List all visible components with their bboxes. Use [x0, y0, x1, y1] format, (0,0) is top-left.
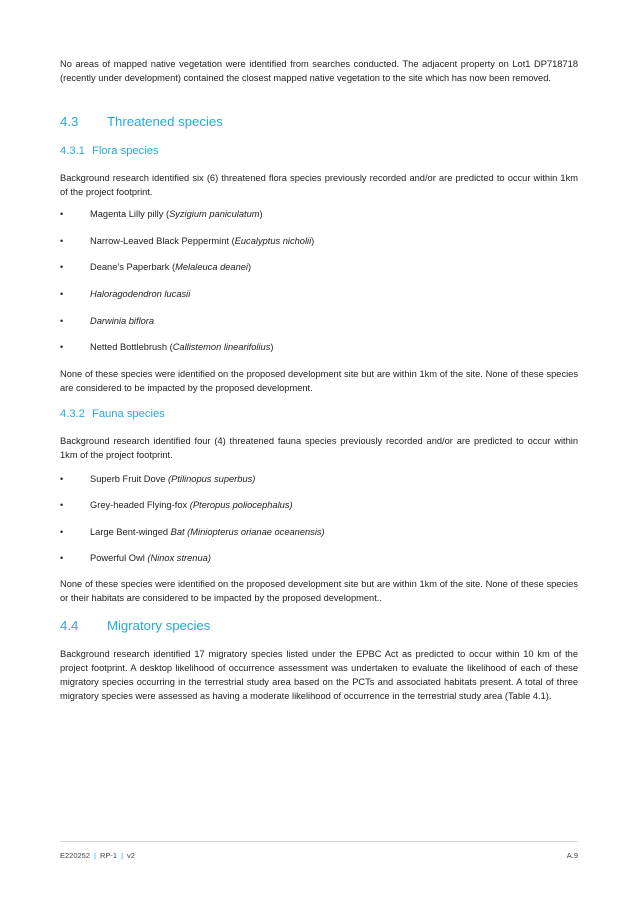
scientific-name: (Ninox strenua) [147, 553, 211, 563]
scientific-name: Callistemon linearifolius [172, 342, 271, 352]
heading-title: Threatened species [107, 114, 223, 129]
bullet-marker: • [60, 316, 64, 326]
heading-title: Fauna species [92, 408, 165, 420]
scientific-name: Darwinia biflora [90, 316, 155, 326]
heading-number: 4.3.1 [60, 145, 85, 157]
fauna-intro-paragraph: Background research identified four (4) threatened fauna species previously recorded and/or are predicted to occur within 1km of the project footprint. [60, 436, 578, 460]
common-name: Netted Bottlebrush ( [90, 342, 173, 352]
heading-number: 4.3 [60, 114, 79, 129]
common-name: Narrow-Leaved Black Peppermint ( [90, 236, 235, 246]
item-tail: ) [270, 342, 274, 352]
scientific-name: Melaleuca deanei [175, 262, 248, 272]
scientific-name: Bat (Miniopterus orianae oceanensis) [170, 527, 325, 537]
item-tail: ) [248, 262, 252, 272]
fauna-outro-paragraph: None of these species were identified on the proposed development site but are within 1km of the site. None of these species or their habitats are considered to be impacted by the proposed development.. [60, 579, 578, 603]
migratory-paragraph: Background research identified 17 migratory species listed under the EPBC Act as predicted to occur within 10 km of the project footprint. A desktop likelihood of occurrence assessment was undertaken to evaluate the likelihood of each of these migratory species occurring in the terrestrial study area based on the PCTs and associated habitats present. A total of three migratory species were assessed as having a moderate likelihood of occurrence in the terrestrial study area (Table 4.1). [60, 649, 578, 701]
page-number: A.9 [566, 851, 578, 860]
heading-number: 4.4 [60, 618, 79, 633]
document-id: E220252 [60, 851, 91, 860]
common-name: Powerful Owl [90, 553, 148, 563]
common-name: Deane’s Paperbark ( [90, 262, 176, 272]
scientific-name: Haloragodendron lucasii [90, 289, 191, 299]
version-label: v2 [127, 851, 135, 860]
scientific-name: (Ptilinopus superbus) [168, 474, 256, 484]
bullet-marker: • [60, 474, 64, 484]
common-name: Grey-headed Flying-fox [90, 500, 190, 510]
scientific-name: Syzigium paniculatum [169, 209, 260, 219]
heading-4-3 [60, 114, 223, 130]
bullet-marker: • [60, 342, 64, 352]
flora-outro-paragraph: None of these species were identified on the proposed development site but are within 1km of the site. None of these species are considered to be impacted by the proposed development. [60, 369, 578, 393]
item-tail: ) [259, 209, 263, 219]
scientific-name: Eucalyptus nicholii [234, 236, 312, 246]
common-name: Superb Fruit Dove [90, 474, 169, 484]
bullet-marker: • [60, 236, 64, 246]
common-name: Magenta Lilly pilly ( [90, 209, 170, 219]
intro-paragraph: No areas of mapped native vegetation were identified from searches conducted. The adjacent property on Lot1 DP718718 (recently under development) contained the closest mapped native vegetation to the site which has now been removed. [60, 59, 578, 83]
bullet-marker: • [60, 553, 64, 563]
heading-title: Flora species [92, 145, 159, 157]
heading-4-3-2 [60, 407, 165, 421]
flora-intro-paragraph: Background research identified six (6) threatened flora species previously recorded and/or are predicted to occur within 1km of the project footprint. [60, 173, 578, 197]
footer-divider [60, 841, 578, 842]
common-name: Large Bent-winged [90, 527, 171, 537]
footer-reference [60, 851, 135, 861]
heading-title: Migratory species [107, 618, 211, 633]
scientific-name: (Pteropus poliocephalus) [189, 500, 293, 510]
bullet-marker: • [60, 262, 64, 272]
bullet-marker: • [60, 209, 64, 219]
footer-separator: | [121, 851, 124, 860]
footer-separator: | [94, 851, 96, 860]
heading-4-3-1 [60, 144, 159, 158]
heading-4-4 [60, 618, 210, 634]
bullet-marker: • [60, 500, 64, 510]
bullet-marker: • [60, 289, 64, 299]
report-code: RP-1 [99, 851, 118, 860]
heading-number: 4.3.2 [60, 408, 85, 420]
bullet-marker: • [60, 527, 64, 537]
item-tail: ) [311, 236, 315, 246]
